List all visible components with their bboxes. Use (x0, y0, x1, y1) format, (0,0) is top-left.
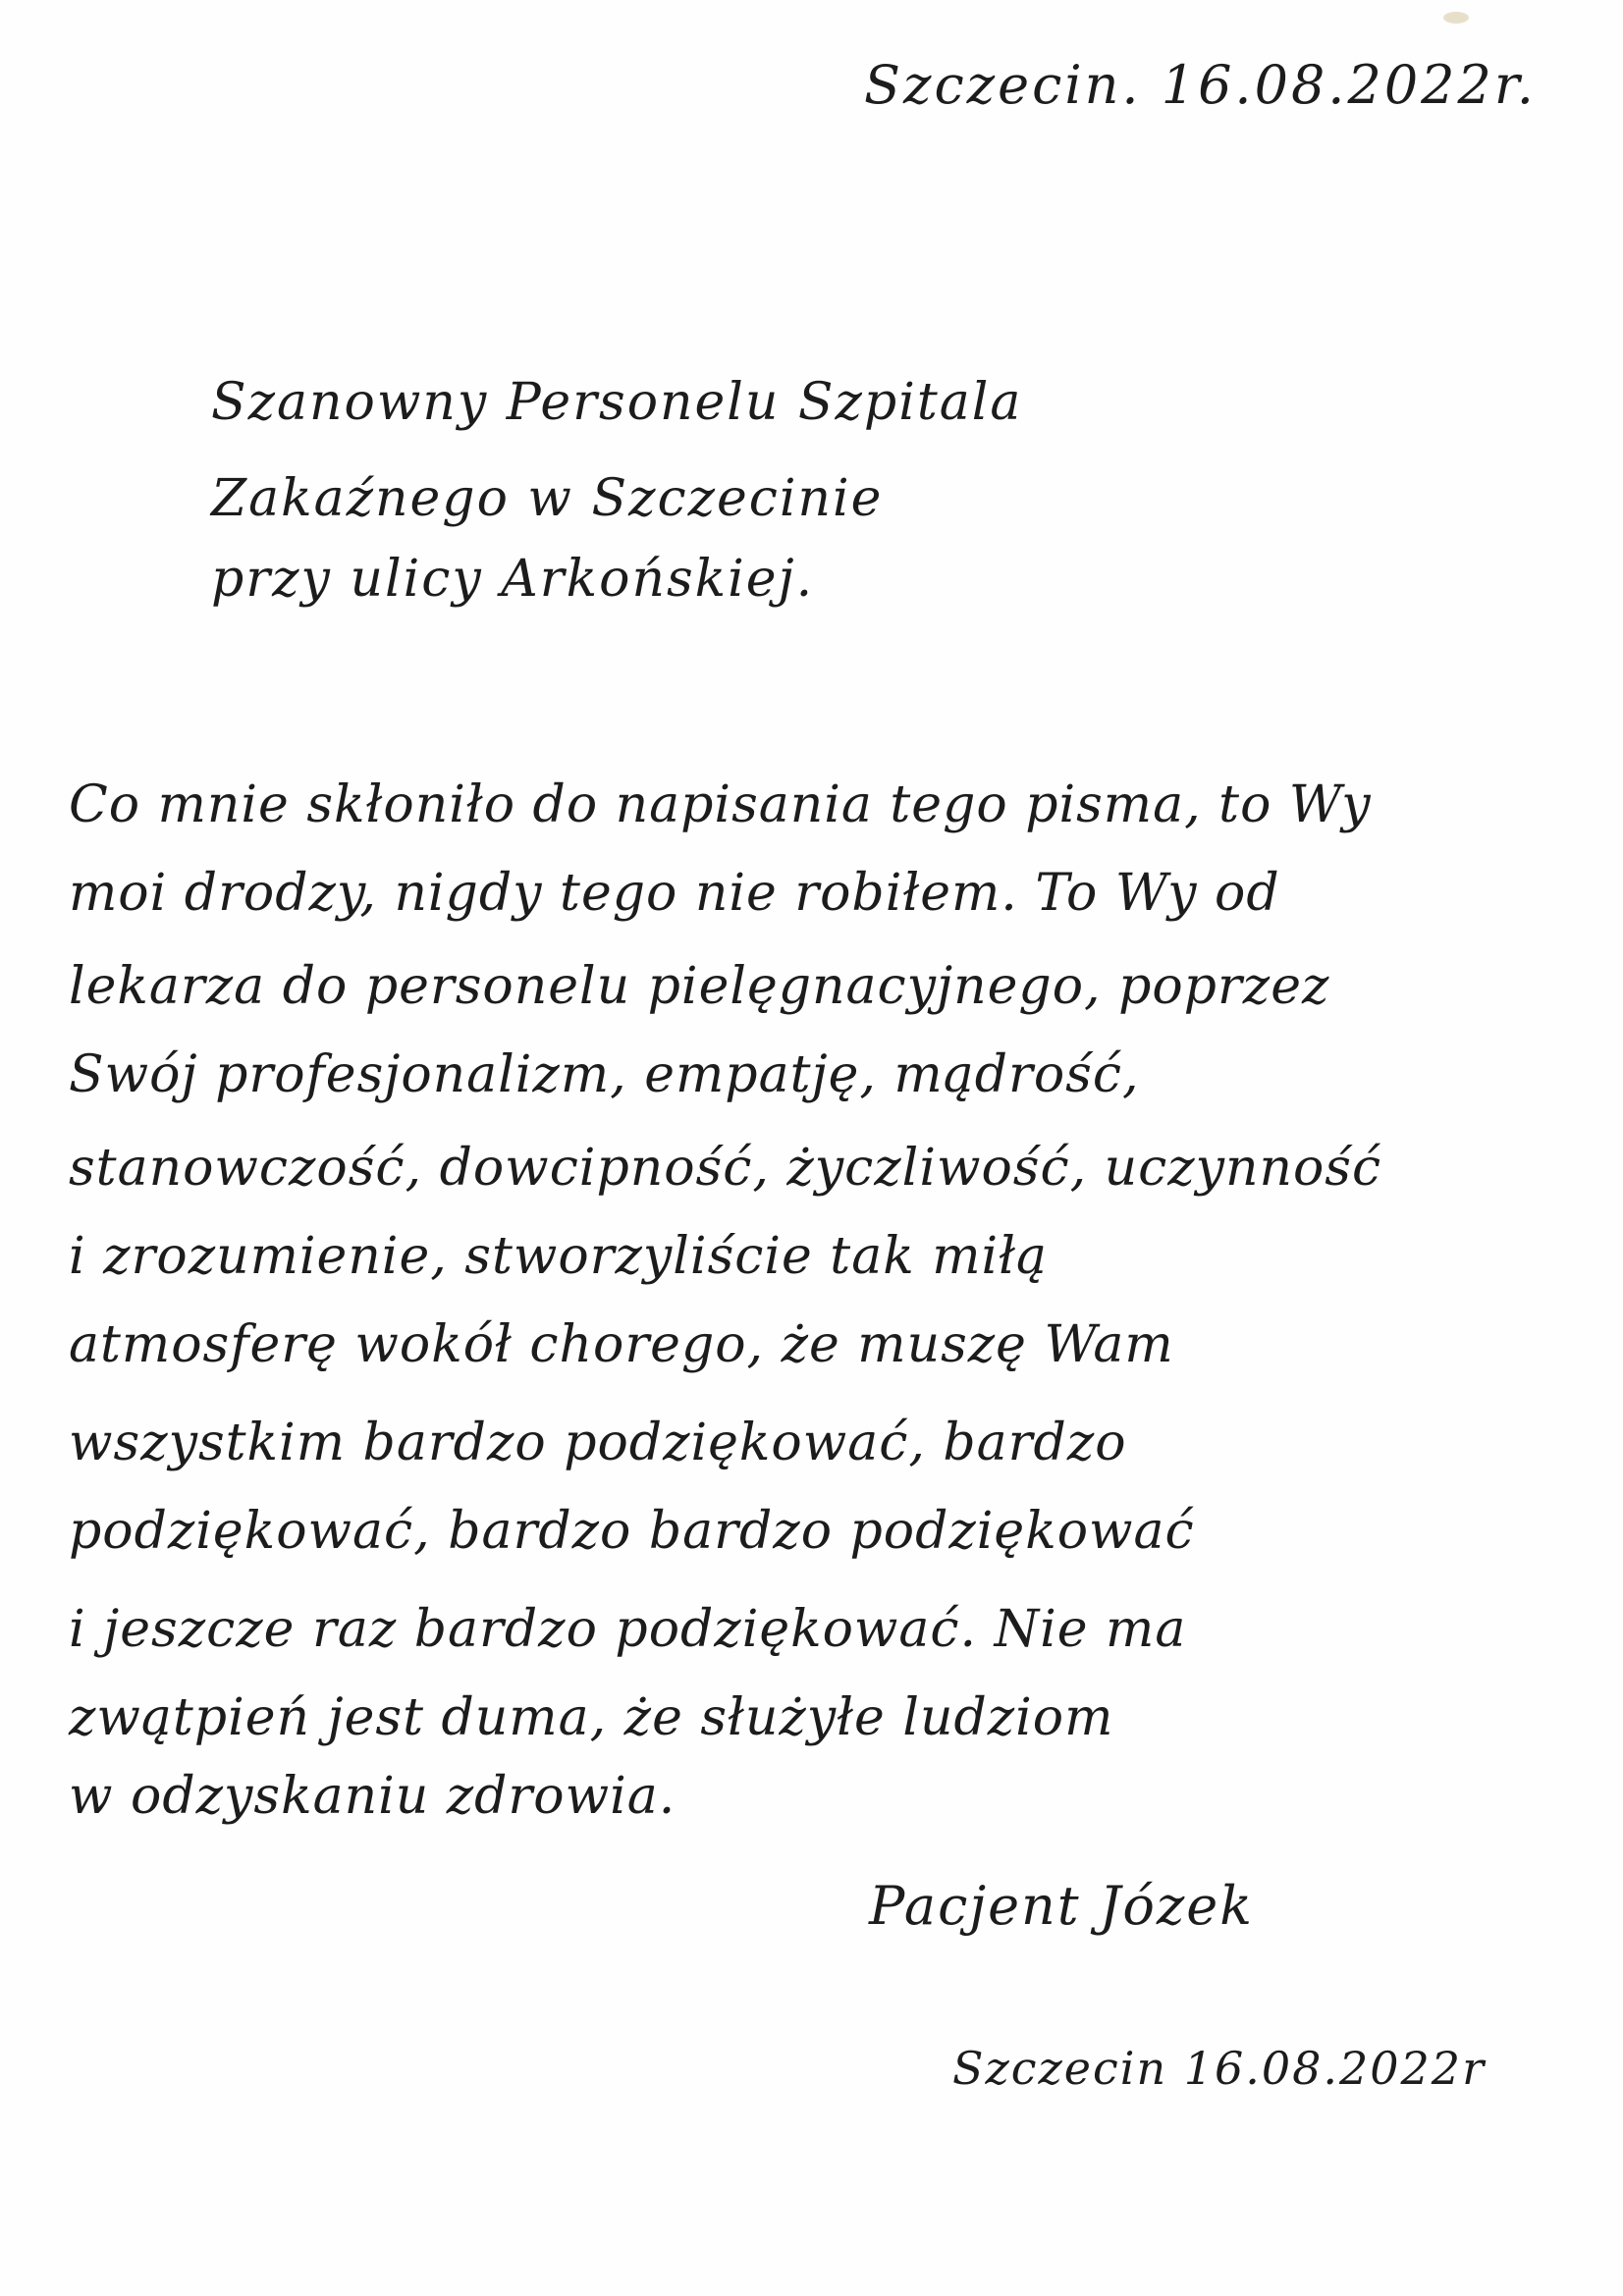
body-line-11: zwątpień jest duma, że służyłe ludziom (69, 1688, 1114, 1747)
letter-date-top: Szczecin. 16.08.2022r. (864, 54, 1537, 116)
body-line-9: podziękować, bardzo bardzo podziękować (69, 1502, 1195, 1561)
recipient-line-1: Szanowny Personelu Szpitala (211, 373, 1023, 432)
body-line-6: i zrozumienie, stworzyliście tak miłą (69, 1227, 1049, 1286)
signature: Pacjent Józek (869, 1875, 1254, 1937)
letter-date-bottom: Szczecin 16.08.2022r (952, 2042, 1487, 2095)
body-line-7: atmosferę wokół chorego, że muszę Wam (69, 1315, 1174, 1374)
recipient-line-3: przy ulicy Arkońskiej. (211, 550, 815, 609)
recipient-line-2: Zakaźnego w Szczecinie (211, 469, 884, 528)
paper-stain (1443, 12, 1469, 24)
body-line-5: stanowczość, dowcipność, życzliwość, uczynność (69, 1139, 1382, 1198)
body-line-2: moi drodzy, nigdy tego nie robiłem. To Wy od (69, 864, 1280, 923)
body-line-8: wszystkim bardzo podziękować, bardzo (69, 1414, 1127, 1472)
body-line-3: lekarza do personelu pielęgnacyjnego, poprzez (69, 957, 1330, 1016)
body-line-1: Co mnie skłoniło do napisania tego pisma, to Wy (69, 775, 1372, 834)
body-line-10: i jeszcze raz bardzo podziękować. Nie ma (69, 1600, 1187, 1659)
body-line-4: Swój profesjonalizm, empatję, mądrość, (69, 1045, 1140, 1104)
body-line-12: w odzyskaniu zdrowia. (69, 1767, 676, 1826)
